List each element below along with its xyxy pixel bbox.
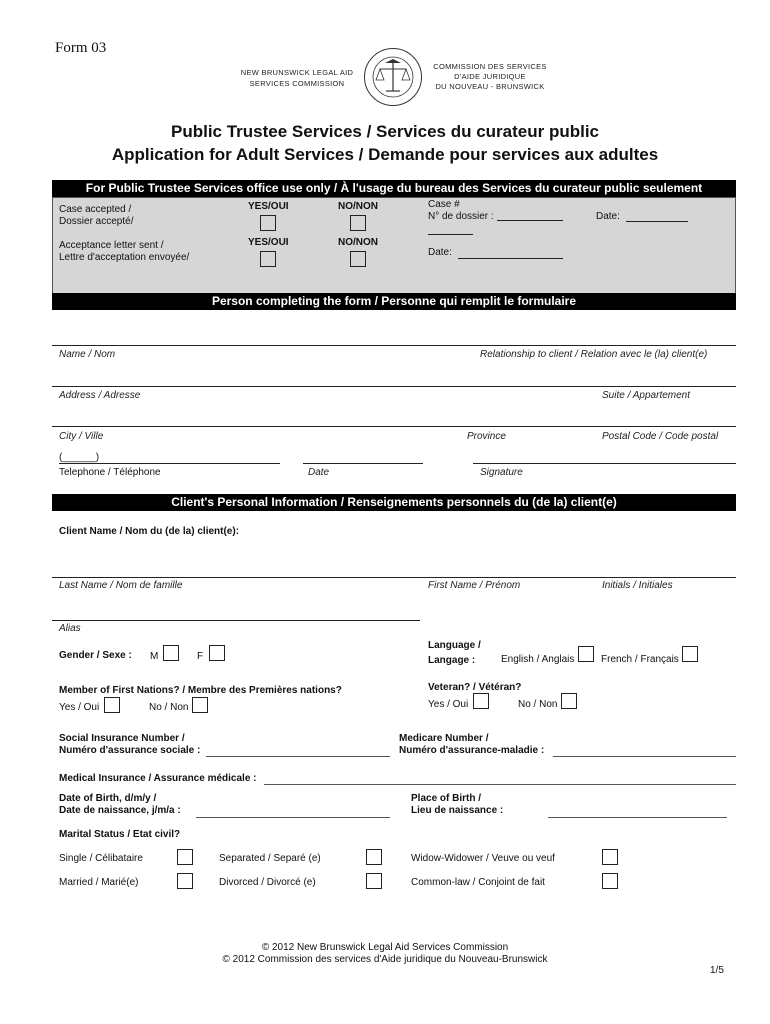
single-checkbox[interactable] bbox=[177, 849, 193, 865]
title-line2: Application for Adult Services / Demande pour services aux adultes bbox=[111, 145, 659, 164]
address-field[interactable] bbox=[52, 386, 736, 387]
english-label: English / Anglais bbox=[501, 654, 575, 665]
pob-label bbox=[411, 793, 503, 817]
acceptance-letter-label bbox=[59, 240, 189, 264]
first-nations-no-label: No / Non bbox=[149, 702, 189, 713]
initials-label: Initials / Initiales bbox=[602, 580, 673, 591]
client-info-bar: Client's Personal Information / Renseignements personnels du (de la) client(e) bbox=[52, 494, 736, 511]
org-fr-line1: COMMISSION DES SERVICES bbox=[433, 62, 547, 71]
org-fr-line3: DU NOUVEAU - BRUNSWICK bbox=[435, 82, 545, 91]
veteran-no-label: No / Non bbox=[518, 699, 558, 710]
veteran-yes-label: Yes / Oui bbox=[428, 699, 469, 710]
name-label: Name / Nom bbox=[59, 349, 116, 360]
date-label-1: Date: bbox=[596, 211, 620, 222]
copyright-english: © 2012 New Brunswick Legal Aid Services Commission bbox=[261, 942, 509, 953]
acceptance-letter-line1: Acceptance letter sent / bbox=[59, 240, 164, 251]
province-label: Province bbox=[467, 431, 506, 442]
org-name-french bbox=[425, 62, 555, 92]
marital-status-label: Marital Status / Etat civil? bbox=[59, 829, 181, 840]
org-en-line2: SERVICES COMMISSION bbox=[249, 79, 345, 88]
medical-insurance-label: Medical Insurance / Assurance médicale : bbox=[59, 773, 257, 784]
suite-label: Suite / Appartement bbox=[602, 390, 691, 401]
first-nations-label: Member of First Nations? / Membre des Premières nations? bbox=[59, 685, 342, 696]
first-nations-yes-checkbox[interactable] bbox=[104, 697, 120, 713]
language-line1: Language / bbox=[428, 640, 481, 651]
org-en-line1: NEW BRUNSWICK LEGAL AID bbox=[240, 68, 354, 77]
postal-code-label: Postal Code / Code postal bbox=[602, 431, 719, 442]
date-label-person: Date bbox=[308, 467, 330, 478]
acceptance-yes-checkbox[interactable] bbox=[260, 251, 276, 267]
divorced-label: Divorced / Divorcé (e) bbox=[219, 877, 316, 888]
org-fr-line2: D'AIDE JURIDIQUE bbox=[454, 72, 526, 81]
signature-label: Signature bbox=[480, 467, 523, 478]
phone-area-code: (______) bbox=[59, 452, 100, 463]
sin-line1: Social Insurance Number / bbox=[59, 733, 185, 744]
sin-line2: Numéro d'assurance sociale : bbox=[59, 745, 201, 756]
dob-label bbox=[59, 793, 181, 817]
copyright-french: © 2012 Commission des services d'Aide juridique du Nouveau-Brunswick bbox=[222, 954, 548, 965]
english-checkbox[interactable] bbox=[578, 646, 594, 662]
veteran-yes-checkbox[interactable] bbox=[473, 693, 489, 709]
first-name-label: First Name / Prénom bbox=[428, 580, 521, 591]
veteran-no-checkbox[interactable] bbox=[561, 693, 577, 709]
first-nations-yes-label: Yes / Oui bbox=[59, 702, 100, 713]
case-accepted-no-label: NO/NON bbox=[338, 201, 378, 212]
person-completing-bar: Person completing the form / Personne qui remplit le formulaire bbox=[52, 293, 736, 310]
case-accepted-no-checkbox[interactable] bbox=[350, 215, 366, 231]
gender-male-checkbox[interactable] bbox=[163, 645, 179, 661]
city-field[interactable] bbox=[52, 426, 736, 427]
case-accepted-line2: Dossier accepté/ bbox=[59, 216, 134, 227]
first-nations-no-checkbox[interactable] bbox=[192, 697, 208, 713]
name-field[interactable] bbox=[52, 345, 736, 346]
case-accepted-yes-label: YES/OUI bbox=[248, 201, 289, 212]
medical-insurance-field[interactable] bbox=[264, 784, 736, 785]
dob-line2: Date de naissance, j/m/a : bbox=[59, 805, 181, 816]
gender-female-label: F bbox=[197, 651, 204, 662]
relationship-label: Relationship to client / Relation avec le (la) client(e) bbox=[480, 349, 708, 360]
address-label: Address / Adresse bbox=[59, 390, 141, 401]
date-field-2[interactable] bbox=[458, 258, 563, 259]
medicare-label bbox=[399, 733, 544, 757]
last-name-label: Last Name / Nom de famille bbox=[59, 580, 183, 591]
alias-label: Alias bbox=[59, 623, 81, 634]
married-label: Married / Marié(e) bbox=[59, 877, 139, 888]
acceptance-no-label: NO/NON bbox=[338, 237, 378, 248]
acceptance-yes-label: YES/OUI bbox=[248, 237, 289, 248]
commission-seal-logo bbox=[363, 47, 423, 107]
pob-field[interactable] bbox=[548, 817, 727, 818]
client-name-field[interactable] bbox=[52, 577, 736, 578]
veteran-label: Veteran? / Vétéran? bbox=[428, 682, 522, 693]
common-law-checkbox[interactable] bbox=[602, 873, 618, 889]
divorced-checkbox[interactable] bbox=[366, 873, 382, 889]
case-number-field[interactable] bbox=[497, 220, 563, 221]
single-label: Single / Célibataire bbox=[59, 853, 143, 864]
separated-label: Separated / Separé (e) bbox=[219, 853, 321, 864]
telephone-label: Telephone / Téléphone bbox=[59, 467, 161, 478]
date-field-1[interactable] bbox=[626, 221, 688, 222]
acceptance-no-checkbox[interactable] bbox=[350, 251, 366, 267]
gender-female-checkbox[interactable] bbox=[209, 645, 225, 661]
dob-field[interactable] bbox=[196, 817, 390, 818]
medicare-field[interactable] bbox=[553, 756, 736, 757]
case-number-label bbox=[428, 199, 494, 223]
medicare-line2: Numéro d'assurance-maladie : bbox=[399, 745, 545, 756]
common-law-label: Common-law / Conjoint de fait bbox=[411, 877, 545, 888]
gender-label: Gender / Sexe : bbox=[59, 650, 132, 661]
signature-field[interactable] bbox=[473, 463, 736, 464]
gender-male-label: M bbox=[150, 651, 159, 662]
date-field-person[interactable] bbox=[303, 463, 423, 464]
widow-checkbox[interactable] bbox=[602, 849, 618, 865]
pob-line1: Place of Birth / bbox=[411, 793, 482, 804]
office-use-bar: For Public Trustee Services office use only / À l'usage du bureau des Services du curateur public seulement bbox=[52, 180, 736, 197]
french-label: French / Français bbox=[601, 654, 679, 665]
org-name-english bbox=[222, 67, 372, 89]
case-number-line1: Case # bbox=[428, 199, 460, 210]
date-label-2: Date: bbox=[428, 247, 452, 258]
title-line1: Public Trustee Services / Services du curateur public bbox=[170, 122, 599, 141]
language-label bbox=[428, 640, 481, 667]
sin-label bbox=[59, 733, 200, 757]
client-name-heading: Client Name / Nom du (de la) client(e): bbox=[59, 526, 240, 537]
married-checkbox[interactable] bbox=[177, 873, 193, 889]
case-number-line2: N° de dossier : bbox=[428, 211, 494, 222]
form-number: Form 03 bbox=[55, 40, 107, 56]
french-checkbox[interactable] bbox=[682, 646, 698, 662]
separated-checkbox[interactable] bbox=[366, 849, 382, 865]
acceptance-letter-line2: Lettre d'acceptation envoyée/ bbox=[59, 252, 190, 263]
case-number-field-cont[interactable] bbox=[428, 234, 473, 235]
case-accepted-yes-checkbox[interactable] bbox=[260, 215, 276, 231]
alias-field[interactable] bbox=[52, 620, 420, 621]
language-line2: Langage : bbox=[428, 655, 476, 666]
case-accepted-line1: Case accepted / bbox=[59, 204, 132, 215]
medicare-line1: Medicare Number / bbox=[399, 733, 489, 744]
case-accepted-label bbox=[59, 204, 133, 228]
sin-field[interactable] bbox=[206, 756, 390, 757]
page-number: 1/5 bbox=[710, 965, 724, 976]
widow-label: Widow-Widower / Veuve ou veuf bbox=[411, 853, 555, 864]
city-label: City / Ville bbox=[59, 431, 104, 442]
telephone-field[interactable] bbox=[59, 463, 280, 464]
dob-line1: Date of Birth, d/m/y / bbox=[59, 793, 157, 804]
pob-line2: Lieu de naissance : bbox=[411, 805, 504, 816]
